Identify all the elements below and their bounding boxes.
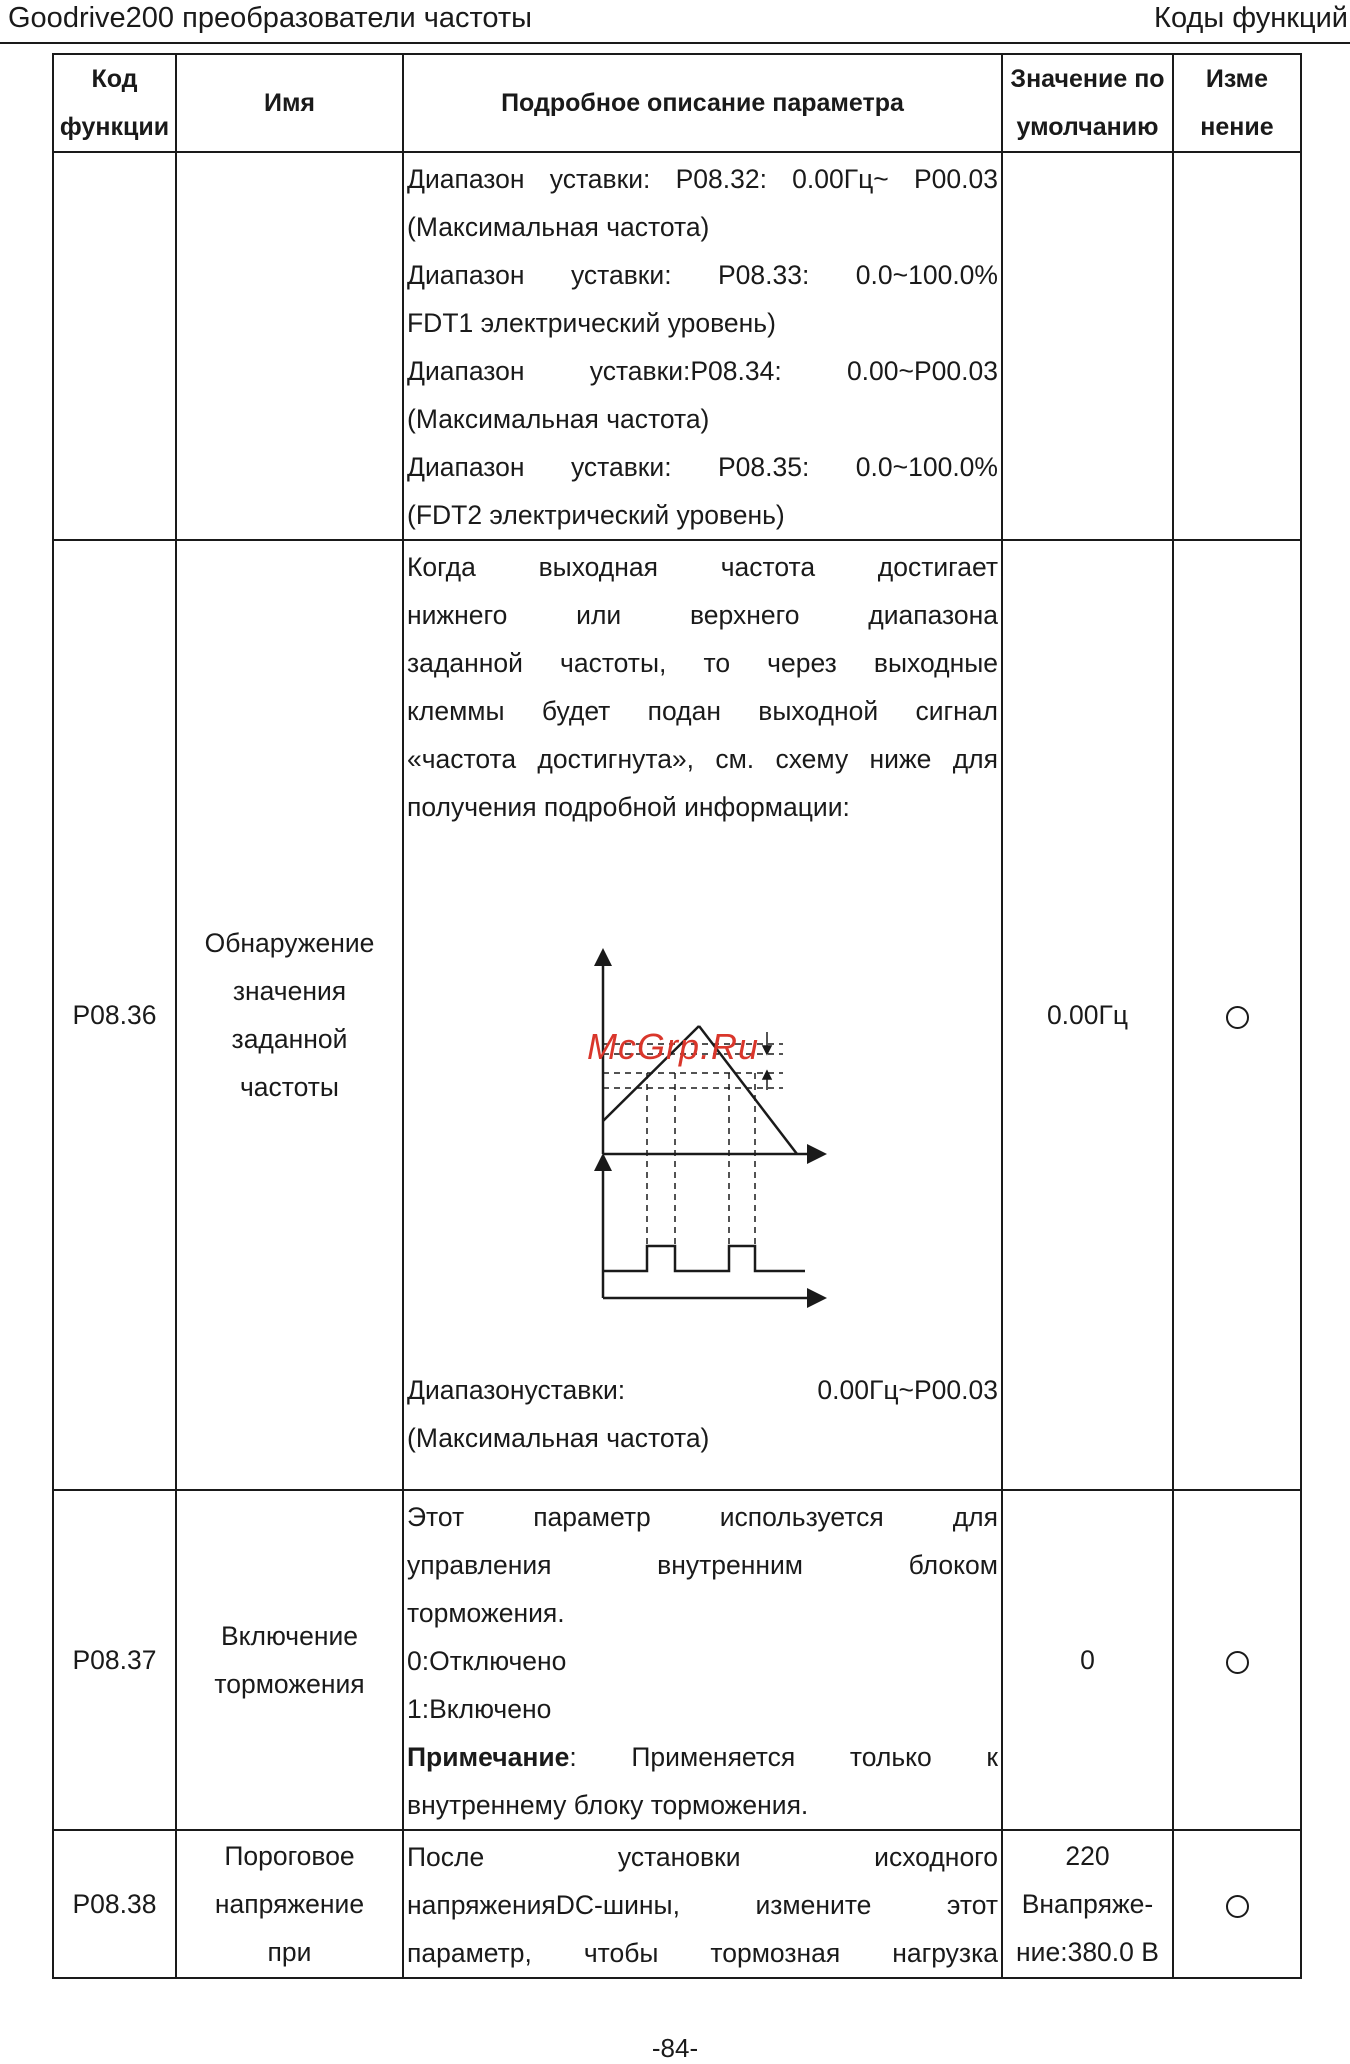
- desc-line: управления внутренним блоком: [407, 1550, 998, 1580]
- circle-icon: [1226, 1006, 1249, 1029]
- desc-line: нижнего или верхнего диапазона: [407, 600, 998, 630]
- cell-code: P08.36: [53, 540, 176, 1490]
- header-section: Коды функций: [1154, 2, 1348, 34]
- table-row: [53, 152, 1301, 540]
- header-code-line2: функции: [59, 113, 170, 141]
- cell-name: [176, 540, 403, 1490]
- name-line: Обнаружение: [204, 928, 375, 958]
- cell-code: P08.37: [53, 1490, 176, 1830]
- default-line: 220: [1065, 1841, 1110, 1871]
- name-line: частоты: [240, 1072, 339, 1102]
- header-default-line1: Значение по: [1010, 65, 1165, 93]
- cell-desc: [403, 1490, 1002, 1830]
- header-default-line2: умолчанию: [1016, 113, 1159, 141]
- cell-change: [1173, 152, 1301, 540]
- cell-desc: [403, 152, 1002, 540]
- frequency-reached-diagram: [407, 831, 998, 1366]
- header-rule: [0, 42, 1350, 44]
- desc-line: 0:Отключено: [407, 1646, 567, 1676]
- header-code: [53, 54, 176, 152]
- cell-name: [176, 1830, 403, 1978]
- circle-icon: [1226, 1651, 1249, 1674]
- header-desc: Подробное описание параметра: [403, 54, 1002, 152]
- cell-default: [1002, 152, 1173, 540]
- cell-name: [176, 1490, 403, 1830]
- desc-line: Этот параметр используется для: [407, 1502, 998, 1532]
- desc-line: Диапазон уставки:P08.34: 0.00~P00.03: [407, 356, 998, 386]
- desc-line: (Максимальная частота): [407, 404, 710, 434]
- default-line: ние:380.0 В: [1016, 1937, 1159, 1967]
- cell-default: [1002, 1830, 1173, 1978]
- desc-line: клеммы будет подан выходной сигнал: [407, 696, 998, 726]
- desc-line: торможения.: [407, 1598, 565, 1628]
- header-title: Goodrive200 преобразователи частоты: [8, 2, 533, 34]
- name-line: при: [267, 1937, 312, 1967]
- note-label: Примечание: [407, 1742, 570, 1772]
- desc-line: получения подробной информации:: [407, 792, 850, 822]
- desc-line: Диапазон уставки: P08.35: 0.0~100.0%: [407, 452, 998, 482]
- circle-icon: [1226, 1895, 1249, 1918]
- name-line: Пороговое: [224, 1841, 355, 1871]
- note-text: : Применяется только к: [569, 1742, 998, 1772]
- name-line: напряжение: [214, 1889, 365, 1919]
- page-number: -84-: [651, 2033, 699, 2063]
- desc-line: 1:Включено: [407, 1694, 552, 1724]
- header-change-line1: Изме: [1205, 65, 1269, 93]
- cell-default: 0: [1002, 1490, 1173, 1830]
- cell-code: P08.38: [53, 1830, 176, 1978]
- desc-line: Диапазон уставки: P08.32: 0.00Гц~ P00.03: [407, 164, 998, 194]
- name-line: значения: [232, 976, 347, 1006]
- header-code-line1: Код: [91, 65, 138, 93]
- cell-change: [1173, 1490, 1301, 1830]
- function-code-table: [52, 53, 1302, 1979]
- cell-change: [1173, 540, 1301, 1490]
- header-change-line2: нение: [1200, 113, 1274, 141]
- timing-diagram-svg: [587, 948, 887, 1328]
- desc-line: параметр, чтобы тормозная нагрузка: [407, 1938, 998, 1968]
- desc-line: Когда выходная частота достигает: [407, 552, 998, 582]
- desc-line: внутреннему блоку торможения.: [407, 1790, 809, 1820]
- name-line: заданной: [231, 1024, 348, 1054]
- header-change: [1173, 54, 1301, 152]
- range-value: 0.00Гц~P00.03: [817, 1375, 998, 1405]
- desc-line: (Максимальная частота): [407, 212, 710, 242]
- cell-code: [53, 152, 176, 540]
- desc-line: (Максимальная частота): [407, 1423, 710, 1453]
- desc-line: После установки исходного: [407, 1842, 998, 1872]
- cell-desc: [403, 540, 1002, 1490]
- table-header-row: [53, 54, 1301, 152]
- table-row-p08-37: [53, 1490, 1301, 1830]
- cell-name: [176, 152, 403, 540]
- desc-line: FDT1 электрический уровень): [407, 308, 776, 338]
- watermark: McGrp.Ru: [587, 1026, 760, 1067]
- desc-line: Диапазон уставки: P08.33: 0.0~100.0%: [407, 260, 998, 290]
- cell-change: [1173, 1830, 1301, 1978]
- cell-default: 0.00Гц: [1002, 540, 1173, 1490]
- header-default: [1002, 54, 1173, 152]
- table-row-p08-36: [53, 540, 1301, 1490]
- range-label: Диапазонуставки:: [407, 1375, 626, 1405]
- header-name: Имя: [176, 54, 403, 152]
- name-line: торможения: [214, 1669, 365, 1699]
- desc-line: напряженияDC-шины, измените этот: [407, 1890, 998, 1920]
- desc-line: заданной частоты, то через выходные: [407, 648, 998, 678]
- table-row-p08-38: [53, 1830, 1301, 1978]
- name-line: Включение: [220, 1621, 359, 1651]
- default-line: Внапряже-: [1021, 1889, 1154, 1919]
- desc-line: (FDT2 электрический уровень): [407, 500, 785, 530]
- cell-desc: [403, 1830, 1002, 1978]
- note-line: [407, 1733, 998, 1781]
- desc-line: «частота достигнута», см. схему ниже для: [407, 744, 998, 774]
- range-line: [407, 1366, 998, 1414]
